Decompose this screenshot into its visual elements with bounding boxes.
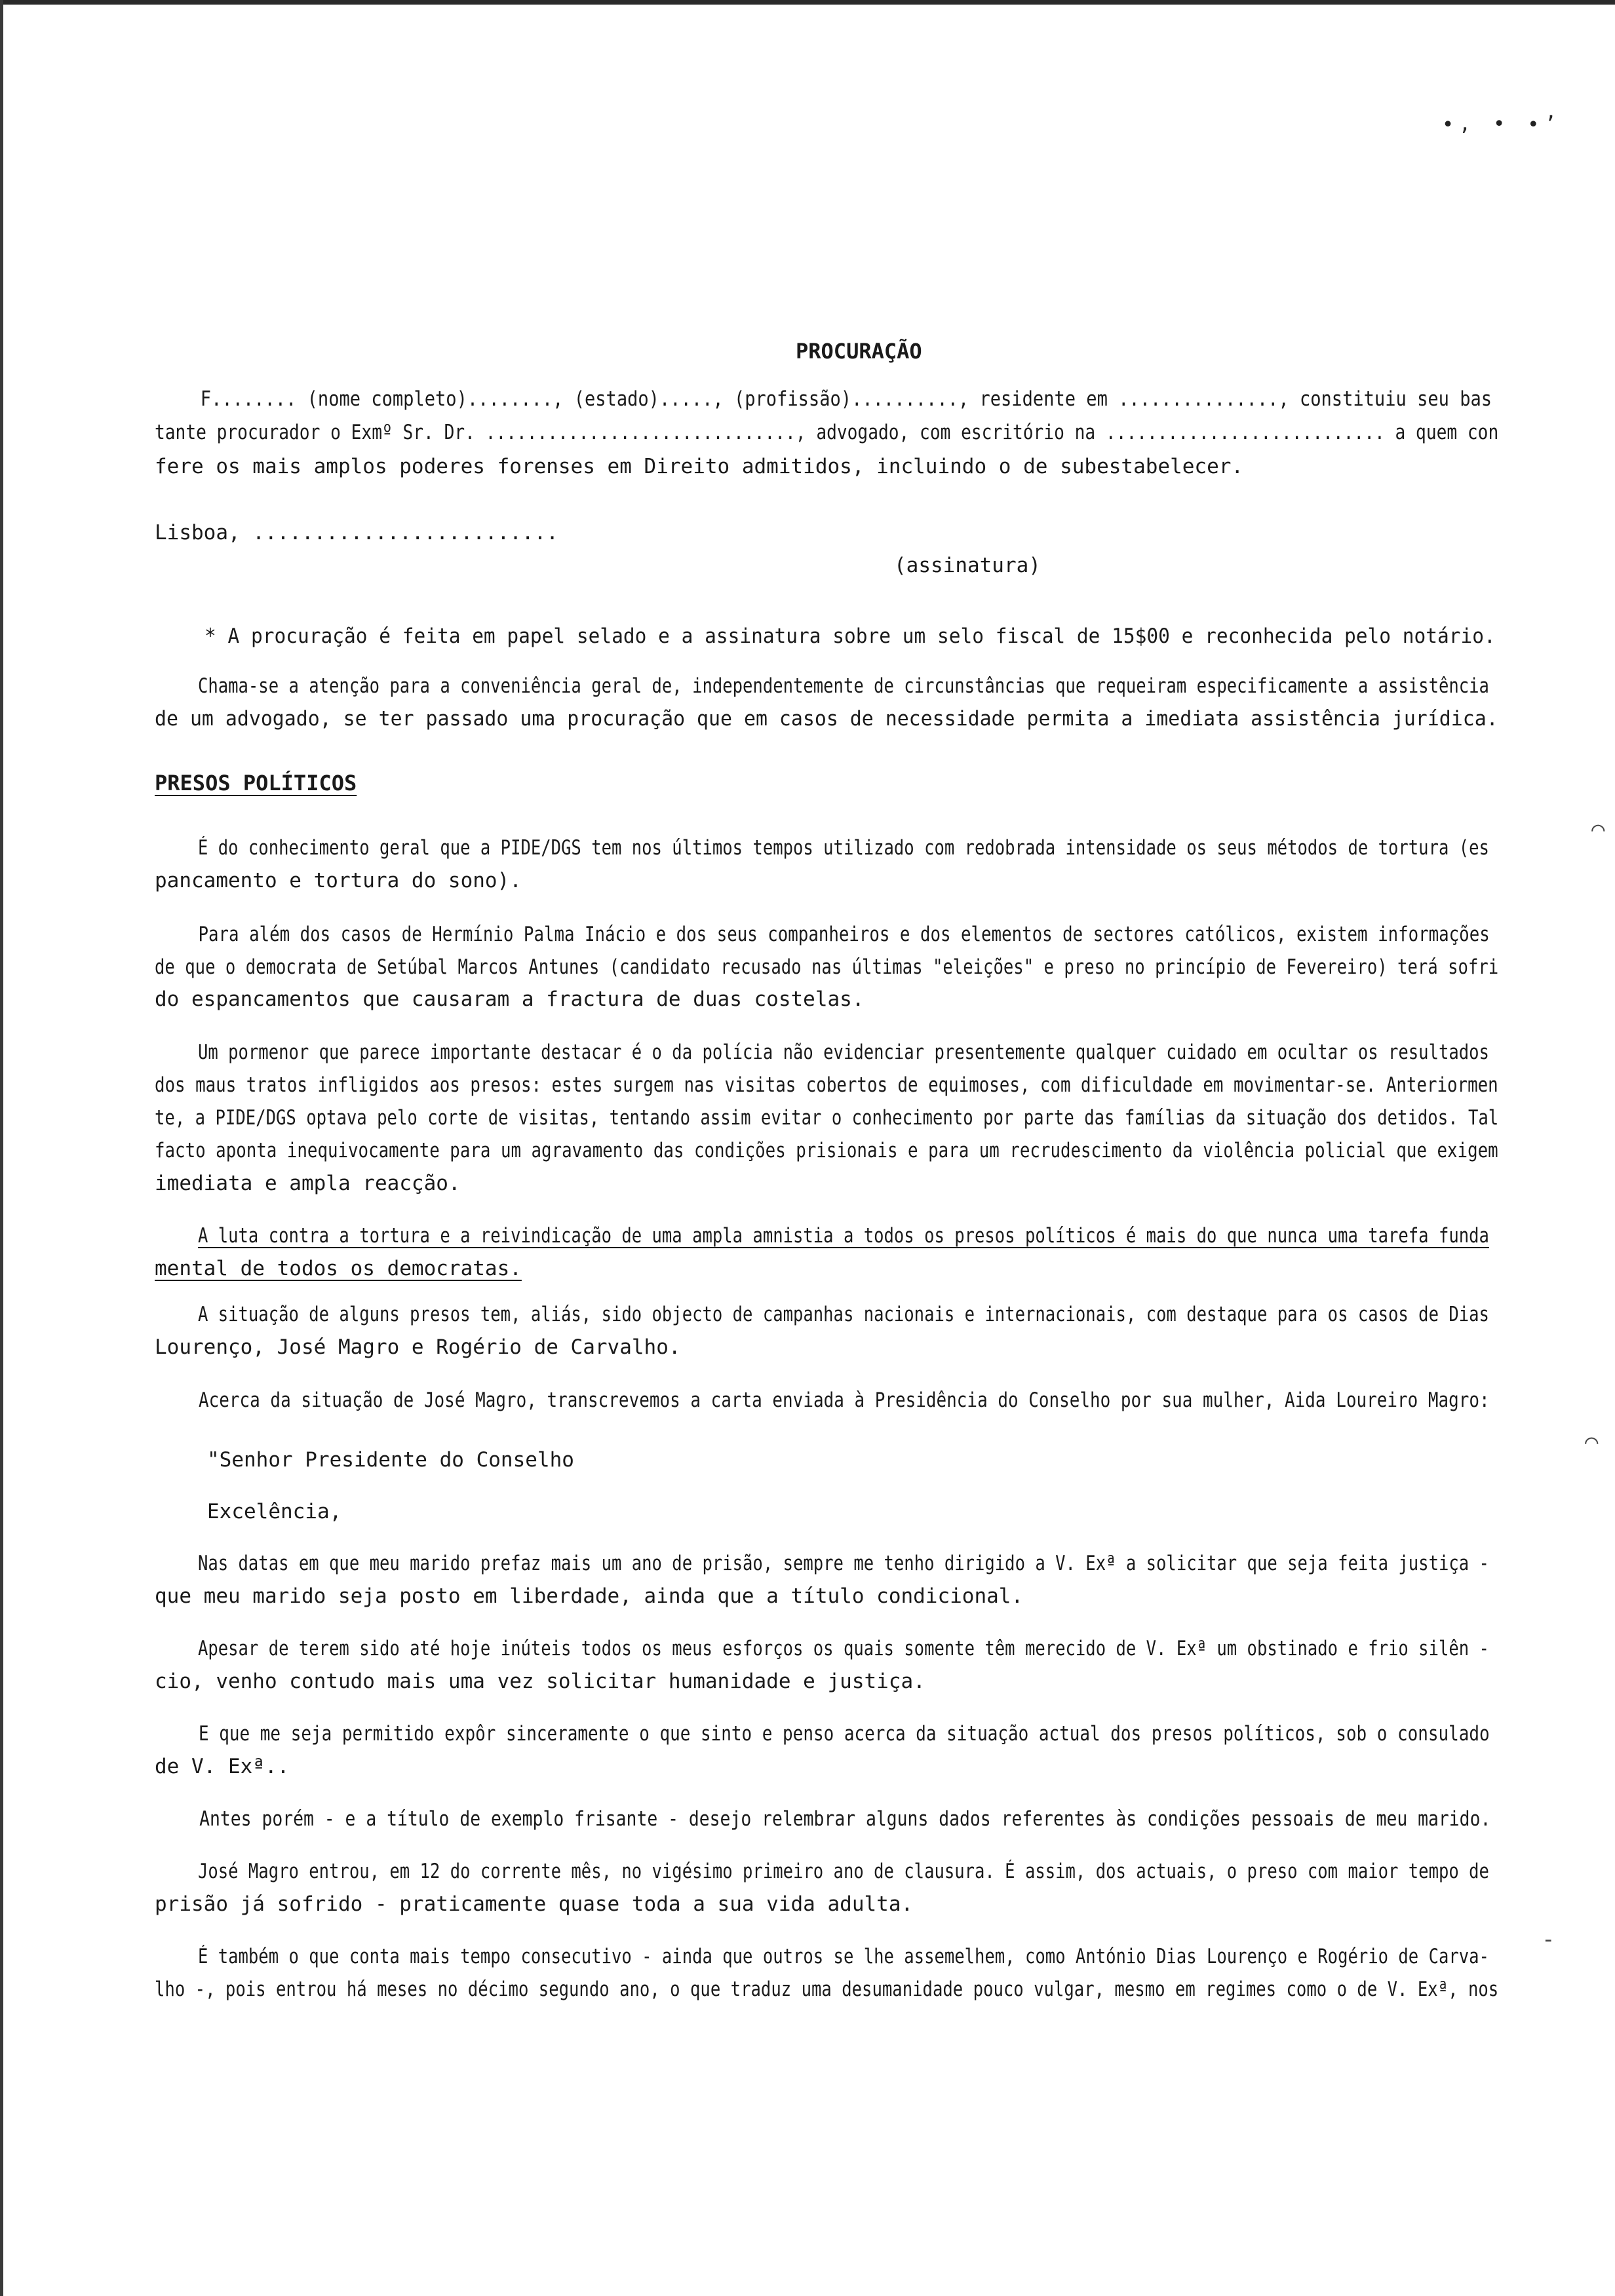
margin-mark: - bbox=[1542, 1926, 1555, 1953]
letter-line: prisão já sofrido - praticamente quase toda a sua vida adulta. bbox=[155, 1892, 914, 1916]
procuracao-line: fere os mais amplos poderes forenses em Direito admitidos, incluindo o de subestabelecer. bbox=[155, 455, 1244, 478]
paragraph-line: Lourenço, José Magro e Rogério de Carvalho. bbox=[155, 1335, 681, 1359]
left-border-line bbox=[0, 0, 3, 2296]
procuracao-line: tante procurador o Exmº Sr. Dr. .............................., advogado, com escritório na ........................... a quem con bbox=[155, 421, 1499, 444]
paragraph-line: A situação de alguns presos tem, aliás, sido objecto de campanhas nacionais e internacionais, com destaque para os casos de Dias bbox=[197, 1303, 1489, 1326]
presos-politicos-heading: PRESOS POLÍTICOS bbox=[155, 771, 357, 795]
paragraph-line: pancamento e tortura do sono). bbox=[155, 869, 522, 892]
paragraph-line: dos maus tratos infligidos aos presos: estes surgem nas visitas cobertos de equimoses, com dificuldade em movimentar-se. Anteriormen bbox=[155, 1073, 1498, 1097]
letter-line: Apesar de terem sido até hoje inúteis todos os meus esforços os quais somente têm merecido de V. Exª um obstinado e frio silên - bbox=[197, 1637, 1489, 1660]
letter-line: Antes porém - e a título de exemplo frisante - desejo relembrar alguns dados referentes às condições pessoais de meu marido. bbox=[199, 1807, 1491, 1831]
procuracao-note: * A procuração é feita em papel selado e a assinatura sobre um selo fiscal de 15$00 e reconhecida pelo notário. bbox=[204, 624, 1496, 648]
paragraph-line: Para além dos casos de Hermínio Palma Inácio e dos seus companheiros e dos elementos de sectores católicos, existem informações bbox=[198, 923, 1490, 946]
letter-line: de V. Exª.. bbox=[155, 1755, 290, 1778]
highlighted-paragraph-line: A luta contra a tortura e a reivindicação de uma ampla amnistia a todos os presos políticos é mais do que nunca uma tarefa funda bbox=[197, 1224, 1489, 1248]
paragraph-line: te, a PIDE/DGS optava pelo corte de visitas, tentando assim evitar o conhecimento por parte das famílias da situação dos detidos. Tal bbox=[155, 1106, 1499, 1130]
paragraph-line: facto aponta inequivocamente para um agravamento das condições prisionais e para um recrudescimento da violência policial que exigem bbox=[155, 1139, 1498, 1162]
signature-label: (assinatura) bbox=[894, 554, 1041, 577]
paragraph-line: de que o democrata de Setúbal Marcos Antunes (candidato recusado nas últimas "eleições" e preso no princípio de Fevereiro) terá sofri bbox=[155, 955, 1499, 979]
attention-line: de um advogado, se ter passado uma procuração que em casos de necessidade permita a imediata assistência jurídica. bbox=[155, 707, 1498, 731]
letter-line: que meu marido seja posto em liberdade, ainda que a título condicional. bbox=[155, 1584, 1024, 1608]
letter-line: E que me seja permitido expôr sinceramente o que sinto e penso acerca da situação actual dos presos políticos, sob o consulado bbox=[199, 1722, 1490, 1746]
paragraph-line: do espancamentos que causaram a fractura de duas costelas. bbox=[155, 987, 865, 1011]
paragraph-line: Acerca da situação de José Magro, transcrevemos a carta enviada à Presidência do Conselho por sua mulher, Aida Loureiro Magro: bbox=[199, 1388, 1490, 1412]
letter-line: cio, venho contudo mais uma vez solicitar humanidade e justiça. bbox=[155, 1670, 925, 1693]
margin-mark: ⌒ bbox=[1591, 816, 1605, 842]
letter-line: José Magro entrou, em 12 do corrente mês, no vigésimo primeiro ano de clausura. É assim, dos actuais, o preso com maior tempo de bbox=[197, 1860, 1489, 1883]
letter-line: Nas datas em que meu marido prefaz mais um ano de prisão, sempre me tenho dirigido a V. Exª a solicitar que seja feita justiça - bbox=[197, 1552, 1489, 1575]
procuracao-title: PROCURAÇÃO bbox=[796, 339, 922, 364]
scan-specks: ∙, • ∙ʼ bbox=[1442, 113, 1562, 136]
margin-mark: ⌒ bbox=[1585, 1428, 1599, 1455]
place-date-line: Lisboa, ......................... bbox=[155, 521, 558, 545]
letter-excelencia: Excelência, bbox=[207, 1500, 342, 1523]
letter-salutation: "Senhor Presidente do Conselho bbox=[207, 1448, 574, 1472]
top-border-line bbox=[0, 0, 1615, 5]
paragraph-line: imediata e ampla reacção. bbox=[155, 1172, 461, 1195]
paragraph-line: Um pormenor que parece importante destacar é o da polícia não evidenciar presentemente qualquer cuidado em ocultar os resultados bbox=[197, 1041, 1489, 1064]
letter-line: lho -, pois entrou há meses no décimo segundo ano, o que traduz uma desumanidade pouco vulgar, mesmo em regimes como o de V. Exª, nos bbox=[155, 1978, 1499, 2001]
attention-line: Chama-se a atenção para a conveniência geral de, independentemente de circunstâncias que requeiram especificamente a assistência bbox=[197, 674, 1489, 698]
letter-line: É também o que conta mais tempo consecutivo - ainda que outros se lhe assemelhem, como António Dias Lourenço e Rogério de Carva- bbox=[197, 1945, 1489, 1968]
highlighted-paragraph-line: mental de todos os democratas. bbox=[155, 1257, 522, 1280]
paragraph-line: É do conhecimento geral que a PIDE/DGS tem nos últimos tempos utilizado com redobrada intensidade os seus métodos de tortura (es bbox=[197, 836, 1489, 860]
procuracao-line: F........ (nome completo)........, (estado)....., (profissão).........., residente em ..............., constituiu seu bas bbox=[200, 387, 1492, 411]
